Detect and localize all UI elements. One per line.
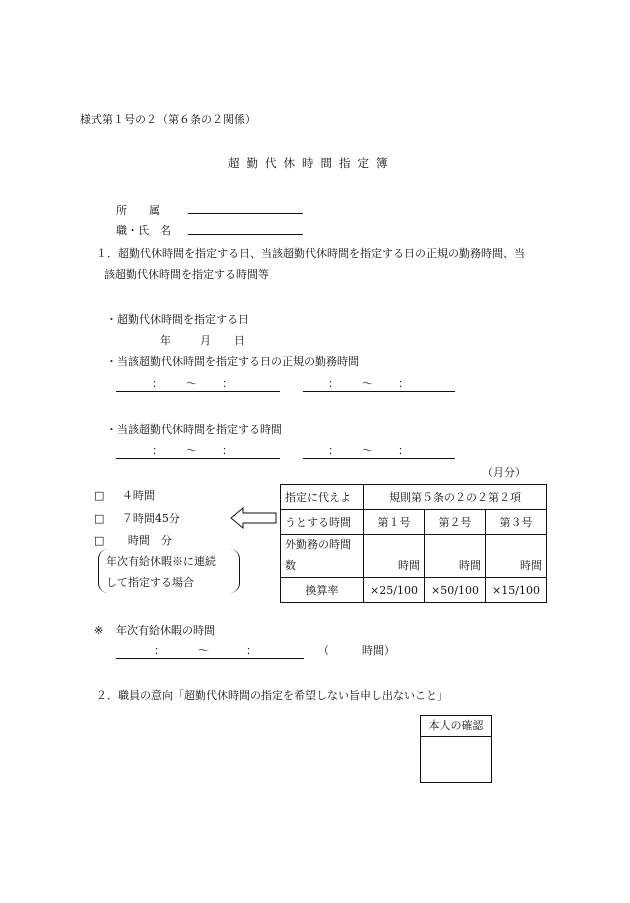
annual-leave-hours: （ 時間） bbox=[318, 644, 395, 657]
bracket-note-line2: して指定する場合 bbox=[106, 576, 194, 589]
rate-cell: ×50/100 bbox=[425, 578, 486, 603]
checkbox-label: ４時間 bbox=[121, 489, 155, 502]
time-colon: ： bbox=[246, 644, 257, 657]
hours-cell[interactable]: 時間 bbox=[425, 535, 486, 578]
time-colon: ： bbox=[328, 377, 339, 390]
checkbox-4-hours[interactable] bbox=[94, 490, 155, 501]
rate-cell: ×15/100 bbox=[486, 578, 547, 603]
position-name-field[interactable] bbox=[188, 234, 303, 235]
section1-heading-line2: 該超勤代休時間を指定する時間等 bbox=[104, 268, 269, 281]
left-arrow-icon bbox=[230, 507, 278, 529]
hours-cell[interactable]: 時間 bbox=[364, 535, 425, 578]
year-label: 年 bbox=[160, 334, 171, 347]
checkbox-custom-hours[interactable] bbox=[94, 535, 172, 546]
position-name-label: 職・氏 名 bbox=[116, 224, 171, 237]
annual-leave-time-field[interactable] bbox=[116, 658, 304, 659]
checkbox-box[interactable]: □ bbox=[94, 534, 105, 547]
time-colon: ： bbox=[398, 377, 409, 390]
time-wave: ～ bbox=[198, 644, 209, 657]
page-title: 超勤代休時間指定簿 bbox=[228, 156, 395, 170]
designated-date-label: ・超勤代休時間を指定する日 bbox=[106, 313, 249, 326]
checkbox-box[interactable]: □ bbox=[94, 512, 105, 525]
time-wave: ～ bbox=[186, 377, 197, 390]
time-colon: ： bbox=[328, 444, 339, 457]
annual-leave-mark: ※ bbox=[94, 624, 104, 637]
section1-heading-line1: １．超勤代休時間を指定する日、当該超勤代休時間を指定する日の正規の勤務時間、当 bbox=[96, 247, 525, 260]
time-wave: ～ bbox=[186, 444, 197, 457]
designated-hours-label: ・当該超勤代休時間を指定する時間 bbox=[106, 423, 282, 436]
time-wave: ～ bbox=[362, 377, 373, 390]
designated-hours-field-1[interactable] bbox=[116, 458, 280, 459]
header-left-line2: うとする時間 bbox=[281, 510, 364, 535]
col-header: 第２号 bbox=[425, 510, 486, 535]
time-wave: ～ bbox=[362, 444, 373, 457]
col-header: 第１号 bbox=[364, 510, 425, 535]
row-label bbox=[281, 535, 364, 578]
confirmation-label: 本人の確認 bbox=[421, 716, 491, 737]
rate-cell: ×25/100 bbox=[364, 578, 425, 603]
annual-leave-label: 年次有給休暇の時間 bbox=[116, 624, 215, 637]
regular-hours-label: ・当該超勤代休時間を指定する日の正規の勤務時間 bbox=[106, 355, 359, 368]
rule-header: 規則第５条の２の２第２項 bbox=[364, 485, 547, 510]
checkbox-box[interactable]: □ bbox=[94, 489, 105, 502]
affiliation-label: 所 属 bbox=[116, 204, 160, 217]
confirmation-stamp-area[interactable] bbox=[421, 737, 491, 782]
time-colon: ： bbox=[152, 377, 163, 390]
day-label: 日 bbox=[234, 334, 245, 347]
overtime-table bbox=[280, 484, 547, 603]
designated-hours-field-2[interactable] bbox=[303, 458, 455, 459]
row-label-line2: 数 bbox=[285, 559, 296, 572]
confirmation-box bbox=[420, 715, 492, 783]
time-colon: ： bbox=[152, 444, 163, 457]
header-left-line1: 指定に代えよ bbox=[281, 485, 364, 510]
month-unit-label: （月分） bbox=[482, 466, 526, 479]
checkbox-label: ７時間45分 bbox=[121, 512, 180, 525]
bracket-note-line1: 年次有給休暇※に連続 bbox=[106, 555, 216, 568]
regular-hours-field-2[interactable] bbox=[303, 391, 455, 392]
col-header: 第３号 bbox=[486, 510, 547, 535]
rate-label: 換算率 bbox=[281, 578, 364, 603]
hours-cell[interactable]: 時間 bbox=[486, 535, 547, 578]
time-colon: ： bbox=[222, 444, 233, 457]
checkbox-7-hours-45[interactable] bbox=[94, 513, 180, 524]
time-colon: ： bbox=[222, 377, 233, 390]
affiliation-field[interactable] bbox=[188, 213, 303, 214]
month-label: 月 bbox=[200, 334, 211, 347]
regular-hours-field-1[interactable] bbox=[116, 391, 280, 392]
form-number-label: 様式第１号の２（第６条の２関係） bbox=[80, 113, 256, 126]
checkbox-label: 時間 分 bbox=[127, 534, 172, 547]
row-label-line1: 外勤務の時間 bbox=[285, 538, 351, 552]
time-colon: ： bbox=[154, 644, 165, 657]
time-colon: ： bbox=[398, 444, 409, 457]
section2-heading: ２．職員の意向「超勤代休時間の指定を希望しない旨申し出ないこと」 bbox=[96, 689, 448, 702]
